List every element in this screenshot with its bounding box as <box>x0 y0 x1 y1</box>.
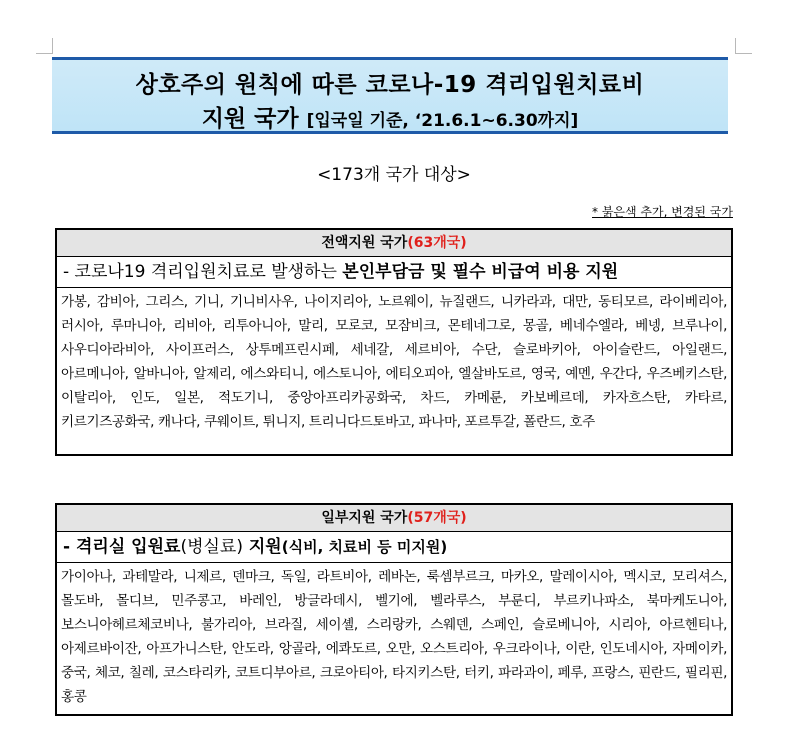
panel-description-paren: (병실료) <box>180 537 243 557</box>
panel-header-count: (63개국) <box>407 235 467 251</box>
full-support-panel <box>55 228 733 456</box>
panel-description-suffix: (식비, 치료비 등 미지원) <box>281 538 448 556</box>
corner-mark-right-v <box>735 38 736 54</box>
panel-description-prefix: - 격리실 입원료 <box>63 537 181 557</box>
panel-header <box>57 505 731 532</box>
panel-header-count: (57개국) <box>407 510 467 526</box>
corner-mark-left-v <box>52 38 53 54</box>
subtitle: <173개 국가 대상> <box>317 165 471 185</box>
title-line-2-main: 지원 국가 <box>201 106 299 132</box>
legend-note: * 붉은색 추가, 변경된 국가 <box>592 205 733 219</box>
country-list: 가이아나, 과테말라, 니제르, 덴마크, 독일, 라트비아, 레바논, 룩셈부르크, 마카오, 말레이시아, 멕시코, 모리셔스, 몰도바, 몰디브, 민주콩고, 바레인, 방글라데시, 벨기에, 벨라루스, 부룬디, 부르키나파소, 북마케도니아, 보스니아헤르체코비나, 불가리아, 브라질, 세이셸, 스리랑카, 스웨덴, 스페인, 슬로베니아, 시리아, 아르헨티나, 아제르바이잔, 아프가니스탄, 안도라, 앙골라, 에콰도르, 오만, 오스트리아, 우크라이나, 이란, 인도네시아, 자메이카, 중국, 체코, 칠레, 코스타리카, 코트디부아르, 크로아티아, 타지키스탄, 터키, 파라과이, 페루, 프랑스, 핀란드, 필리핀, 홍콩 <box>61 569 727 705</box>
panel-header-label: 전액지원 국가 <box>321 235 408 251</box>
partial-support-panel <box>55 503 733 716</box>
panel-header-label: 일부지원 국가 <box>321 510 408 526</box>
country-list: 가봉, 감비아, 그리스, 기니, 기니비사우, 나이지리아, 노르웨이, 뉴질랜드, 니카라과, 대만, 동티모르, 라이베리아, 러시아, 루마니아, 리비아, 리투아니아, 말리, 모로코, 모잠비크, 몬테네그로, 몽골, 베네수엘라, 베넹, 브루나이, 사우디아라비아, 사이프러스, 상투메프린시페, 세네갈, 세르비아, 수단, 슬로바키아, 아이슬란드, 아일랜드, 아르메니아, 알바니아, 알제리, 에스와티니, 에스토니아, 에티오피아, 엘살바도르, 영국, 예멘, 우간다, 우즈베키스탄, 이탈리아, 인도, 일본, 적도기니, 중앙아프리카공화국, 차드, 카메룬, 카보베르데, 카자흐스탄, 카타르, 키르기즈공화국, 캐나다, 쿠웨이트, 튀니지, 트리니다드토바고, 파나마, 포르투갈, 폴란드, 호주 <box>61 294 727 430</box>
title-line-2 <box>52 100 728 133</box>
panel-description-bold: 지원 <box>242 537 282 557</box>
panel-description-prefix: - 코로나19 격리입원치료로 발생하는 <box>63 262 343 282</box>
corner-mark-right-h <box>736 53 752 54</box>
corner-mark-left-h <box>36 53 52 54</box>
panel-description-bold: 본인부담금 및 필수 비급여 비용 지원 <box>342 262 619 282</box>
title-line-1: 상호주의 원칙에 따른 코로나-19 격리입원치료비 <box>135 72 645 98</box>
title-banner <box>52 57 728 134</box>
panel-description <box>57 257 731 288</box>
title-date-range: [입국일 기준, ‘21.6.1~6.30까지] <box>306 111 579 131</box>
panel-header <box>57 230 731 257</box>
panel-description <box>57 532 731 563</box>
